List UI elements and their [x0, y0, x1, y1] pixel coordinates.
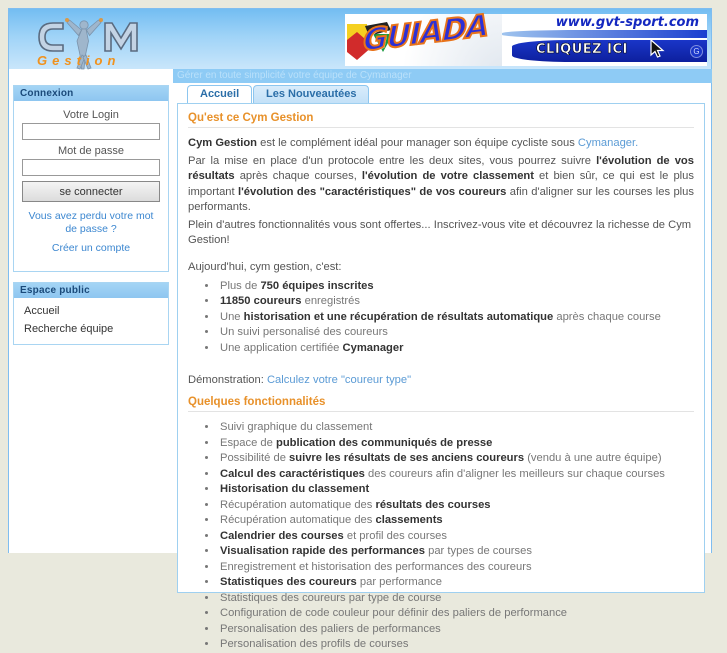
- bullet-post: par performance: [356, 576, 442, 588]
- public-space-body: [14, 298, 168, 344]
- today-bullet-list: [188, 279, 694, 357]
- content-panel: [177, 103, 705, 650]
- bullet-bold: 11850 coureurs: [220, 295, 302, 307]
- bullet-bold: Calcul des caractéristiques: [220, 467, 365, 480]
- bullet-bold: résultats des courses: [375, 498, 491, 511]
- bullet-bold: historisation et une récupération de résultats automatique: [243, 310, 554, 323]
- bullet-pre: Personalisation des profils de courses: [220, 638, 409, 650]
- intro-text-1: est le complément idéal pour manager son équipe cycliste sous: [257, 137, 578, 149]
- intro-text-2b: après chaque courses,: [234, 170, 362, 182]
- tab-bar: [187, 83, 705, 103]
- intro-text-2d: afin d'aligner sur les courses les plus performants.: [188, 185, 694, 213]
- intro-bold-cym-gestion: Cym Gestion: [188, 137, 258, 149]
- bullet-pre: Enregistrement et historisation des performances des coureurs: [220, 560, 532, 573]
- cymanager-link[interactable]: Cymanager.: [577, 137, 639, 149]
- banner-brand-text: GUIADA: [363, 8, 489, 59]
- bullet-pre: Espace de: [220, 436, 276, 449]
- banner-url-text: www.gvt-sport.com: [555, 15, 699, 30]
- forgot-password-link[interactable]: Vous avez perdu votre mot de passe ?: [28, 210, 154, 235]
- list-item: [218, 591, 694, 607]
- bullet-pre: Une application certifiée: [220, 341, 343, 354]
- demo-link[interactable]: Calculez votre "coureur type": [266, 374, 412, 386]
- public-space-panel: [13, 282, 169, 345]
- login-input[interactable]: [22, 123, 160, 140]
- bullet-pre: Configuration de code couleur pour définir des paliers de performance: [220, 607, 568, 619]
- bullet-bold: Visualisation rapide des performances: [220, 545, 425, 557]
- login-panel-title: Connexion: [14, 86, 168, 101]
- bullet-post: par types de courses: [424, 545, 532, 557]
- bullet-pre: Une: [220, 310, 244, 323]
- logo-graphic: [21, 11, 171, 69]
- bullet-post: après chaque course: [553, 310, 661, 323]
- bullet-bold: suivre les résultats de ses anciens coureurs: [289, 452, 525, 464]
- site-logo[interactable]: [21, 11, 171, 69]
- list-item: [218, 575, 694, 591]
- demo-label: Démonstration:: [188, 374, 267, 386]
- list-item: [218, 294, 694, 310]
- login-submit-button[interactable]: se connecter: [22, 181, 160, 202]
- bullet-post: enregistrés: [301, 295, 360, 307]
- list-item: [218, 279, 694, 295]
- bullet-bold: Cymanager: [342, 341, 404, 354]
- mouse-cursor-icon: [650, 39, 666, 59]
- tab-accueil[interactable]: Accueil: [187, 85, 252, 103]
- bullet-bold: Statistiques des coureurs: [220, 576, 357, 588]
- login-panel: [13, 85, 169, 272]
- list-item: [218, 420, 694, 436]
- list-item: [218, 622, 694, 638]
- create-account-link[interactable]: Créer un compte: [51, 242, 131, 254]
- bullet-pre: Possibilité de: [220, 452, 290, 464]
- bullet-post: (vendu à une autre équipe): [524, 452, 662, 464]
- today-lead-text: Aujourd'hui, cym gestion, c'est:: [188, 260, 342, 273]
- intro-bold-caracteristiques: l'évolution des "caractéristiques" de vos coureurs: [238, 185, 507, 198]
- list-item: [218, 325, 694, 341]
- banner-right-panel: [502, 14, 707, 66]
- intro-bold-resultats: l'évolution de vos résultats: [188, 154, 694, 182]
- demo-line: [188, 374, 694, 386]
- public-space-title: Espace public: [14, 283, 168, 298]
- banner-cta-label: CLIQUEZ ICI: [536, 42, 628, 57]
- list-item: [218, 560, 694, 576]
- password-input[interactable]: [22, 159, 160, 176]
- list-item: [218, 544, 694, 560]
- intro-paragraph-1: [188, 136, 694, 152]
- site-tagline: Gérer en toute simplicité votre équipe de Cymanager: [173, 69, 712, 83]
- sidebar-item-recherche-equipe[interactable]: Recherche équipe: [24, 323, 114, 335]
- bullet-pre: Suivi graphique du classement: [220, 421, 373, 433]
- bullet-post: et profil des courses: [343, 529, 447, 542]
- site-header: [9, 9, 711, 69]
- intro-paragraph-3: Plein d'autres fonctionnalités vous sont offertes... Inscrivez-vous vite et découvrez la richesse de Cym Gestion!: [188, 218, 692, 246]
- section-title-features: Quelques fonctionnalités: [188, 396, 694, 412]
- login-panel-body: [14, 101, 168, 271]
- logo-subtitle: Gestion: [37, 53, 121, 68]
- features-bullet-list: [188, 420, 694, 653]
- intro-bold-classement: l'évolution de votre classement: [361, 170, 534, 182]
- list-item: [218, 529, 694, 545]
- bullet-bold: classements: [375, 514, 443, 526]
- list-item: [218, 606, 694, 622]
- password-label: Mot de passe: [57, 145, 125, 157]
- banner-badge-icon: G: [690, 45, 703, 58]
- list-item: [218, 482, 694, 498]
- list-item: [218, 341, 694, 357]
- main-column: [177, 83, 705, 650]
- bullet-pre: Un suivi personalisé des coureurs: [220, 326, 388, 338]
- list-item: [218, 637, 694, 653]
- bullet-post: des coureurs afin d'aligner les meilleurs sur chaque courses: [364, 467, 665, 480]
- body-wrapper: [9, 83, 711, 650]
- section-title-about: Qu'est ce Cym Gestion: [188, 112, 694, 128]
- login-label: Votre Login: [63, 109, 119, 121]
- intro-text-2a: Par la mise en place d'un protocole entre les deux sites, vous pourrez suivre: [188, 154, 597, 167]
- bullet-pre: Récupération automatique des: [220, 514, 376, 526]
- tab-les-nouveautees[interactable]: Les Nouveautées: [253, 85, 369, 103]
- banner-swoosh: [502, 30, 707, 38]
- list-item: [218, 498, 694, 514]
- sidebar-item-accueil[interactable]: Accueil: [24, 305, 60, 317]
- advertisement-banner[interactable]: [345, 8, 707, 66]
- bullet-bold: 750 équipes inscrites: [260, 279, 374, 292]
- bullet-bold: Historisation du classement: [220, 483, 370, 495]
- bullet-bold: publication des communiqués de presse: [275, 436, 493, 449]
- site-container: [8, 8, 712, 650]
- bullet-pre: Statistiques des coureurs par type de course: [220, 591, 442, 604]
- list-item: [218, 310, 694, 326]
- intro-text-2c: et bien sûr, ce qui est le plus important: [188, 170, 694, 198]
- bullet-bold: Calendrier des courses: [220, 529, 344, 542]
- bullet-pre: Personalisation des paliers de performances: [220, 622, 441, 635]
- bullet-pre: Récupération automatique des: [220, 498, 376, 511]
- sidebar: [13, 85, 169, 355]
- list-item: [218, 451, 694, 467]
- list-item: [218, 513, 694, 529]
- intro-paragraph-2: [188, 154, 694, 216]
- bullet-pre: Plus de: [220, 279, 261, 292]
- list-item: [218, 436, 694, 452]
- list-item: [218, 467, 694, 483]
